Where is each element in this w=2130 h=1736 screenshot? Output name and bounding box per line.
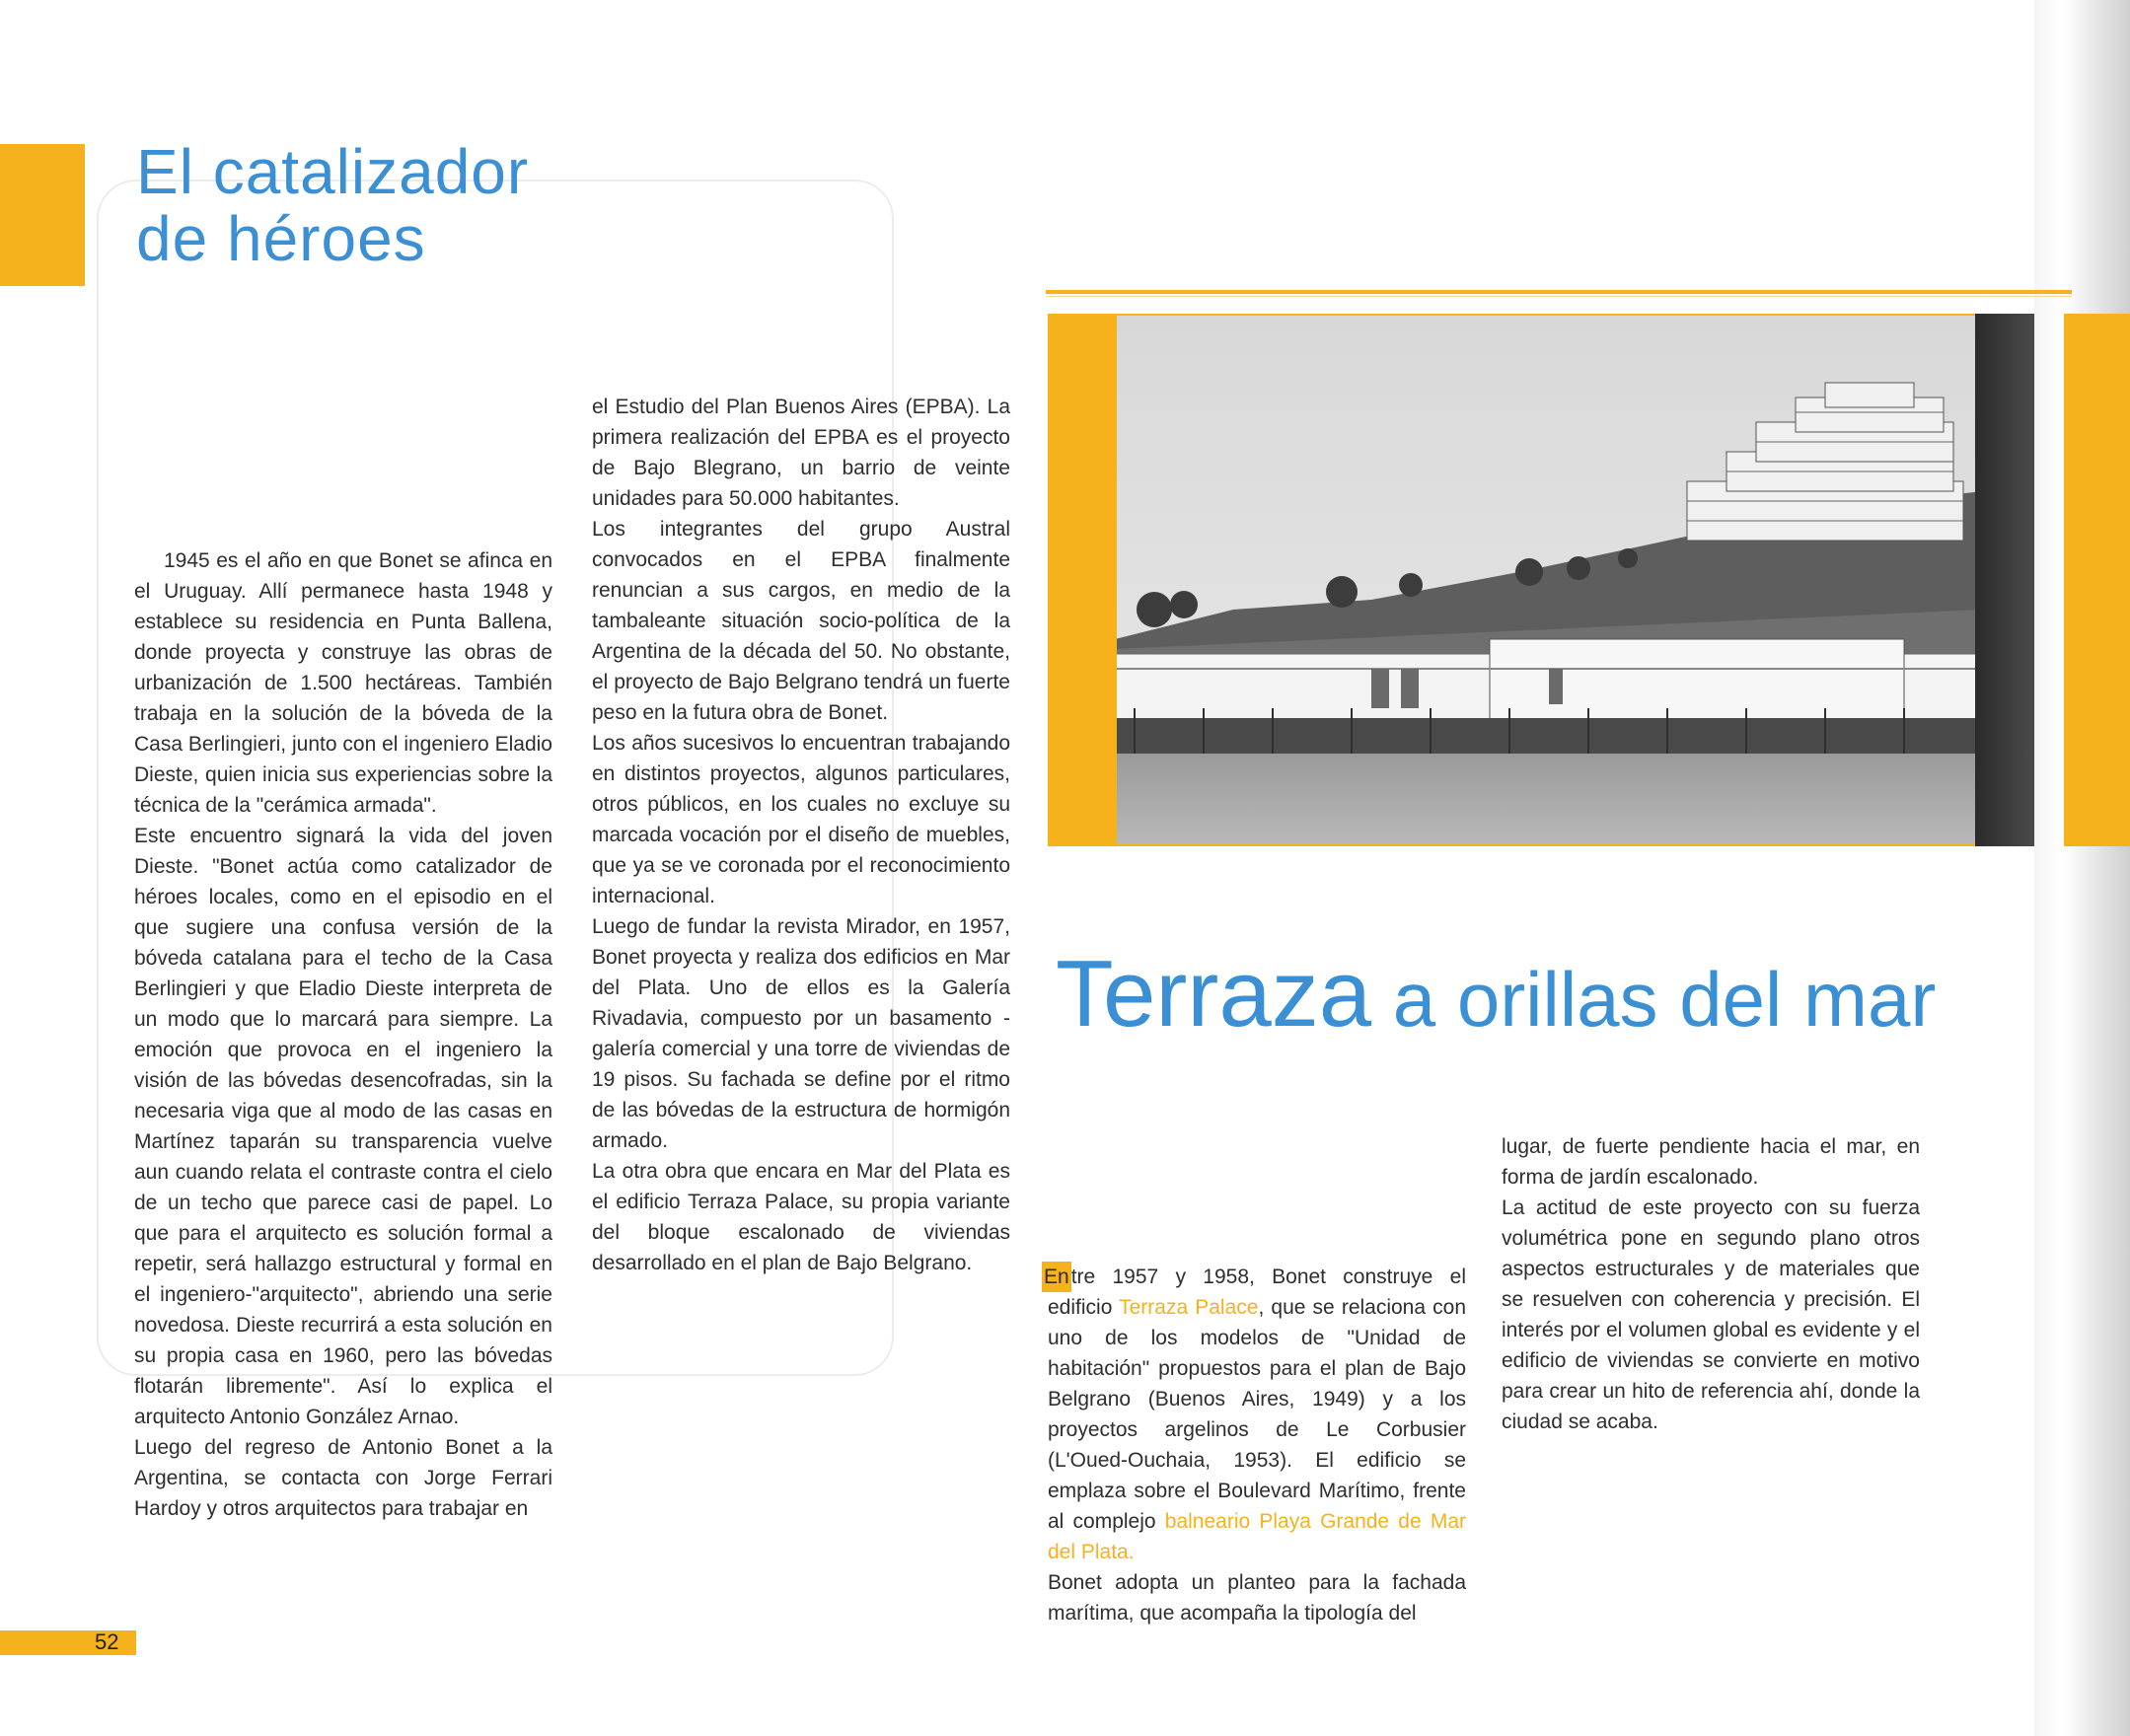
text-column-2 <box>592 392 1010 1278</box>
building-photo <box>1115 314 1983 846</box>
title-rest: a orillas del mar <box>1371 956 1937 1043</box>
title-main-word: Terraza <box>1056 941 1372 1047</box>
paragraph: La otra obra que encara en Mar del Plata es el edificio Terraza Palace, su propia variante del bloque escalonado de viviendas desarrollado en el plan de Bajo Belgrano. <box>592 1160 1010 1274</box>
photo-dark-edge <box>1975 314 2034 846</box>
text-column-3 <box>1044 1262 1467 1628</box>
title-line-2: de héroes <box>136 203 426 274</box>
photo-side-bar-left <box>1048 314 1115 846</box>
section-title-left <box>136 138 689 272</box>
paragraph <box>1044 1262 1467 1567</box>
paragraph: Los años sucesivos lo encuentran trabajando en distintos proyectos, algunos particulares, otros públicos, en los cuales no excluye su marcada vocación por el diseño de muebles, que ya se ve coronada por el reconocimiento internacional. <box>592 732 1010 907</box>
page-curl-edge <box>2034 0 2130 1736</box>
paragraph: Este encuentro signará la vida del joven Dieste. "Bonet actúa como catalizador de héroes locales, como en el episodio en el que sugiere una confusa versión de la bóveda catalana para el techo de la Casa Berlingieri y que Eladio Dieste interpreta de un modo que lo marcará para siempre. La emoción que provoca en el ingeniero la visión de las bóvedas desencofradas, sin la necesaria viga que al modo de las casas en Martínez taparán su transparencia vuelve aun cuando relata el contraste contra el cielo de un techo que parece casi de papel. Lo que para el arquitecto es solución formal a repetir, será hallazgo estructural y formal en el ingeniero-"arquitecto", abriendo una serie novedosa. Dieste recurrirá a esta solución en su propia casa en 1960, pero las bóvedas flotarán libremente". Así lo explica el arquitecto Antonio González Arnao. <box>134 825 552 1428</box>
text-run: tre 1957 y 1958, Bonet construye el edificio <box>1048 1266 1466 1319</box>
text-column-1 <box>134 545 552 1524</box>
top-rule <box>1046 290 2072 294</box>
title-line-1: El catalizador <box>136 136 530 207</box>
text-column-4 <box>1502 1131 1920 1437</box>
highlight-terraza-palace: Terraza Palace <box>1119 1296 1259 1319</box>
paragraph: lugar, de fuerte pendiente hacia el mar, en forma de jardín escalonado. <box>1502 1135 1920 1189</box>
section-title-right <box>1056 941 2042 1049</box>
page-number: 52 <box>95 1629 119 1654</box>
left-accent-bar <box>0 144 85 286</box>
building-photo-drawing <box>1115 314 1983 846</box>
top-rule-thin <box>1046 296 2072 297</box>
paragraph: Luego de fundar la revista Mirador, en 1957, Bonet proyecta y realiza dos edificios en Mar del Plata. Uno de ellos es la Galería Rivadavia, compuesto por un basamento - galería comercial y una torre de viviendas de 19 pisos. Su fachada se define por el ritmo de las bóvedas de la estructura de hormigón armado. <box>592 915 1010 1152</box>
text-run: , que se relaciona con uno de los modelos de "Unidad de habitación" propuestos para el plan de Bajo Belgrano (Buenos Aires, 1949) y a los proyectos argelinos de Le Corbusier (L'Oued-Ouchaia, 1953). El edificio se emplaza sobre el Boulevard Marítimo, frente al complejo <box>1048 1296 1467 1533</box>
paragraph: Los integrantes del grupo Austral convocados en el EPBA finalmente renuncian a sus cargos, en medio de la tambaleante situación socio-política de la Argentina de la década del 50. No obstante, el proyecto de Bajo Belgrano tendrá un fuerte peso en la futura obra de Bonet. <box>592 518 1010 724</box>
paragraph: Luego del regreso de Antonio Bonet a la Argentina, se contacta con Jorge Ferrari Hardoy y otros arquitectos para trabajar en <box>134 1436 552 1520</box>
paragraph: Bonet adopta un planteo para la fachada marítima, que acompaña la tipología del <box>1048 1571 1466 1625</box>
paragraph: La actitud de este proyecto con su fuerza volumétrica pone en segundo plano otros aspectos estructurales y de materiales que se resuelven con coherencia y precisión. El interés por el volumen global es evidente y el edificio de viviendas se convierte en motivo para crear un hito de referencia ahí, donde la ciudad se acaba. <box>1502 1196 1920 1433</box>
paragraph: 1945 es el año en que Bonet se afinca en el Uruguay. Allí permanece hasta 1948 y establece su residencia en Punta Ballena, donde proyecta y construye las obras de urbanización de 1.500 hectáreas. También trabaja en la solución de la bóveda de la Casa Berlingieri, junto con el ingeniero Eladio Dieste, quien inicia sus experiencias sobre la técnica de la "cerámica armada". <box>134 549 552 817</box>
highlight-balneario: balneario Playa Grande de Mar del Plata. <box>1048 1510 1466 1563</box>
photo-side-bar-right <box>2064 314 2130 846</box>
paragraph: el Estudio del Plan Buenos Aires (EPBA). La primera realización del EPBA es el proyecto de Bajo Blegrano, un barrio de veinte unidades para 50.000 habitantes. <box>592 396 1010 510</box>
drop-highlight: En <box>1042 1262 1071 1292</box>
